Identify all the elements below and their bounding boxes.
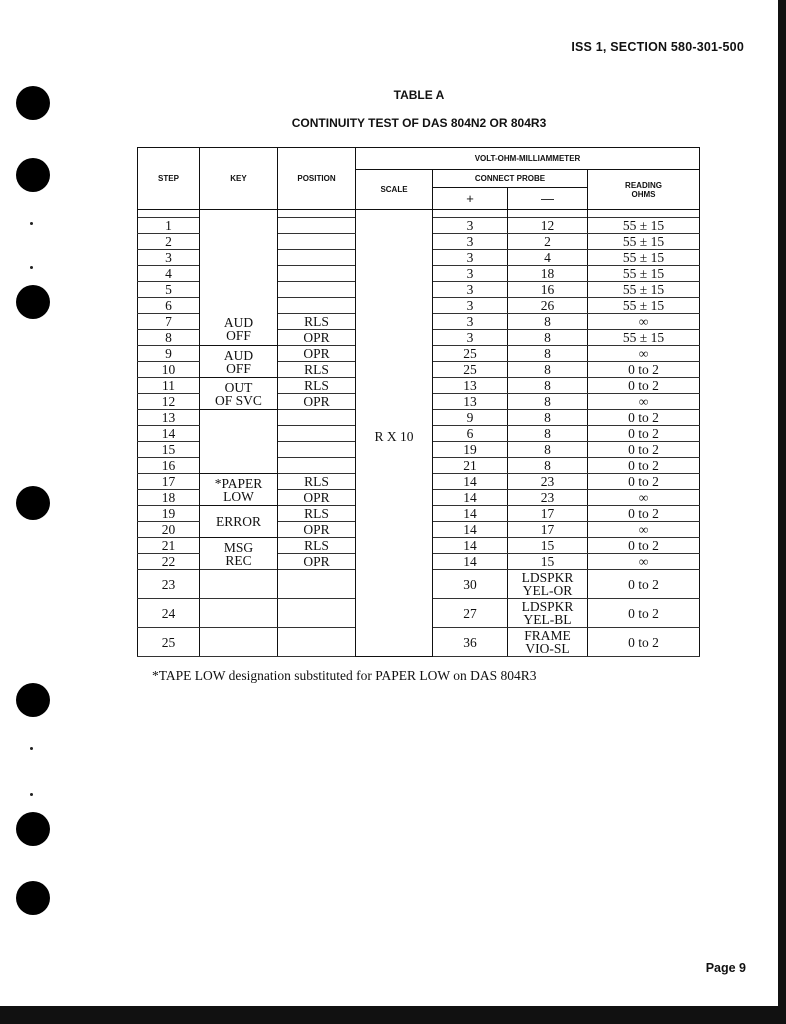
step-cell: 11 [138,378,200,394]
page-number: Page 9 [705,961,746,975]
position-cell [278,628,356,657]
minus-cell [508,599,588,628]
minus-cell: 26 [508,298,588,314]
step-cell: 14 [138,426,200,442]
table-row [138,218,700,234]
position-cell: RLS [278,362,356,378]
step-cell: 7 [138,314,200,330]
minus-cell: 12 [508,218,588,234]
col-vom: VOLT-OHM-MILLIAMMETER [356,148,700,170]
minus-cell: 18 [508,266,588,282]
key-label-line2: OFF [226,360,251,376]
scan-speck [30,747,33,750]
col-connect-probe: CONNECT PROBE [433,170,588,188]
plus-cell: 9 [433,410,508,426]
reading-cell: 0 to 2 [588,474,700,490]
reading-cell: ∞ [588,554,700,570]
scan-speck [30,266,33,269]
reading-cell: ∞ [588,490,700,506]
position-cell: OPR [278,394,356,410]
plus-cell: 14 [433,506,508,522]
position-cell [278,266,356,282]
key-label-line2: REC [225,552,252,568]
col-plus: + [433,188,508,210]
key-cell [200,346,278,378]
position-cell: OPR [278,346,356,362]
col-scale: SCALE [356,170,433,210]
step-cell: 21 [138,538,200,554]
key-label-line2: OFF [226,328,251,344]
minus-cell [508,628,588,657]
step-cell: 9 [138,346,200,362]
minus-cell: 15 [508,554,588,570]
minus-cell-line1: FRAME [524,628,571,643]
step-cell: 13 [138,410,200,426]
reading-cell: 0 to 2 [588,458,700,474]
reading-cell: 55 ± 15 [588,218,700,234]
key-cell: ERROR [200,506,278,538]
reading-cell: 0 to 2 [588,506,700,522]
minus-cell: 8 [508,330,588,346]
reading-cell: 0 to 2 [588,442,700,458]
plus-cell: 3 [433,314,508,330]
key-cell [200,538,278,570]
binder-hole [16,683,50,717]
reading-cell: ∞ [588,394,700,410]
step-cell: 18 [138,490,200,506]
binder-hole [16,285,50,319]
binder-hole [16,881,50,915]
footnote: *TAPE LOW designation substituted for PAPER LOW on DAS 804R3 [152,668,537,683]
position-cell [278,442,356,458]
position-cell [278,250,356,266]
plus-cell: 3 [433,330,508,346]
step-cell: 20 [138,522,200,538]
reading-cell: 55 ± 15 [588,266,700,282]
position-cell: RLS [278,474,356,490]
position-cell [278,426,356,442]
col-minus: — [508,188,588,210]
col-position: POSITION [278,148,356,210]
col-reading [588,170,700,210]
position-cell [278,410,356,426]
step-cell: 16 [138,458,200,474]
minus-cell [508,570,588,599]
minus-cell-line1: LDSPKR [521,599,574,614]
position-cell: OPR [278,522,356,538]
step-cell: 25 [138,628,200,657]
minus-cell: 8 [508,346,588,362]
page-edge-bottom [0,1006,786,1024]
key-label-line1: AUD [223,315,254,331]
key-label-line2: LOW [223,488,254,504]
key-label-line1: AUD [223,347,254,363]
position-cell [278,298,356,314]
continuity-test-table [137,147,700,657]
reading-cell: 55 ± 15 [588,250,700,266]
minus-cell: 8 [508,442,588,458]
plus-cell: 14 [433,522,508,538]
plus-cell: 25 [433,362,508,378]
reading-cell: 55 ± 15 [588,330,700,346]
reading-cell: 55 ± 15 [588,234,700,250]
plus-cell: 6 [433,426,508,442]
scan-speck [30,222,33,225]
binder-hole [16,158,50,192]
plus-cell: 25 [433,346,508,362]
minus-cell: 16 [508,282,588,298]
key-cell-blank [200,628,278,657]
minus-cell: 8 [508,458,588,474]
plus-cell: 14 [433,474,508,490]
step-cell: 17 [138,474,200,490]
position-cell: OPR [278,330,356,346]
reading-cell: 55 ± 15 [588,282,700,298]
key-cell-blank [200,599,278,628]
position-cell [278,234,356,250]
plus-cell: 36 [433,628,508,657]
minus-cell-line1: LDSPKR [521,570,574,585]
page-edge-right [778,0,786,1024]
plus-cell: 3 [433,250,508,266]
minus-cell-line2: YEL-OR [522,583,573,598]
key-label-line2: OF SVC [215,392,262,408]
reading-cell: 0 to 2 [588,599,700,628]
reading-cell: 0 to 2 [588,362,700,378]
minus-cell-line2: VIO-SL [525,641,570,656]
scale-cell: R X 10 [356,218,433,657]
position-cell: RLS [278,314,356,330]
table-subtitle: CONTINUITY TEST OF DAS 804N2 OR 804R3 [291,116,547,130]
step-cell: 1 [138,218,200,234]
reading-cell: ∞ [588,522,700,538]
reading-cell: 0 to 2 [588,628,700,657]
position-cell [278,458,356,474]
step-cell: 5 [138,282,200,298]
step-cell: 24 [138,599,200,628]
key-cell-blank [200,218,278,314]
minus-cell: 2 [508,234,588,250]
key-label-line1: OUT [224,379,253,395]
minus-cell: 8 [508,378,588,394]
position-cell [278,218,356,234]
position-cell [278,570,356,599]
plus-cell: 3 [433,266,508,282]
plus-cell: 27 [433,599,508,628]
step-cell: 23 [138,570,200,599]
table-title: TABLE A [393,88,445,102]
reading-cell: 0 to 2 [588,538,700,554]
reading-cell: 0 to 2 [588,426,700,442]
step-cell: 10 [138,362,200,378]
minus-cell: 8 [508,410,588,426]
minus-cell: 15 [508,538,588,554]
binder-hole [16,486,50,520]
col-key: KEY [200,148,278,210]
step-cell: 15 [138,442,200,458]
reading-cell: 0 to 2 [588,378,700,394]
plus-cell: 19 [433,442,508,458]
step-cell: 6 [138,298,200,314]
position-cell [278,282,356,298]
position-cell [278,599,356,628]
minus-cell: 8 [508,314,588,330]
plus-cell: 13 [433,394,508,410]
minus-cell: 23 [508,490,588,506]
minus-cell: 17 [508,506,588,522]
plus-cell: 3 [433,234,508,250]
step-cell: 4 [138,266,200,282]
binder-hole [16,812,50,846]
position-cell: OPR [278,490,356,506]
col-step: STEP [138,148,200,210]
minus-cell: 23 [508,474,588,490]
key-cell-blank [200,570,278,599]
position-cell: OPR [278,554,356,570]
plus-cell: 13 [433,378,508,394]
key-cell [200,378,278,410]
minus-cell: 8 [508,394,588,410]
plus-cell: 14 [433,554,508,570]
step-cell: 19 [138,506,200,522]
section-header: ISS 1, SECTION 580-301-500 [571,40,744,54]
plus-cell: 21 [433,458,508,474]
reading-cell: 0 to 2 [588,410,700,426]
step-cell: 8 [138,330,200,346]
scan-speck [30,793,33,796]
plus-cell: 3 [433,218,508,234]
minus-cell: 8 [508,362,588,378]
step-cell: 3 [138,250,200,266]
key-label-line1: *PAPER [214,475,263,491]
key-cell-blank [200,410,278,474]
step-cell: 12 [138,394,200,410]
col-reading-label: READING [625,180,662,190]
reading-cell: 55 ± 15 [588,298,700,314]
reading-cell: ∞ [588,346,700,362]
position-cell: RLS [278,506,356,522]
position-cell: RLS [278,378,356,394]
plus-cell: 30 [433,570,508,599]
col-ohms-label: OHMS [631,189,656,199]
step-cell: 2 [138,234,200,250]
spacer-row [138,210,700,218]
minus-cell: 4 [508,250,588,266]
plus-cell: 14 [433,490,508,506]
key-cell [200,314,278,346]
plus-cell: 14 [433,538,508,554]
minus-cell: 8 [508,426,588,442]
reading-cell: 0 to 2 [588,570,700,599]
key-label-line1: MSG [223,539,254,555]
minus-cell: 17 [508,522,588,538]
plus-cell: 3 [433,298,508,314]
minus-cell-line2: YEL-BL [523,612,572,627]
plus-cell: 3 [433,282,508,298]
step-cell: 22 [138,554,200,570]
position-cell: RLS [278,538,356,554]
key-cell [200,474,278,506]
reading-cell: ∞ [588,314,700,330]
